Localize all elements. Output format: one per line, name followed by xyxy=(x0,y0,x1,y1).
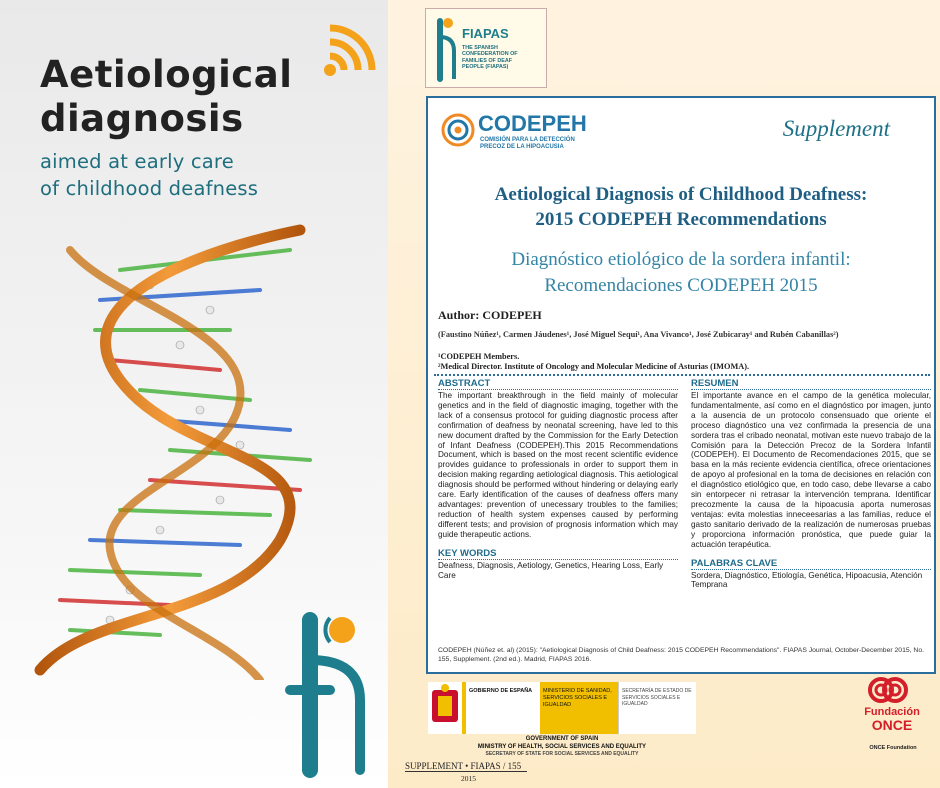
cover-subtitle-line-2: of childhood deafness xyxy=(40,177,259,200)
keywords-text: Deafness, Diagnosis, Aetiology, Genetics, Hearing Loss, Early Care xyxy=(438,560,664,580)
footer-issue-line: SUPPLEMENT • FIAPAS / 155 xyxy=(405,761,527,772)
government-of-spain-logo xyxy=(428,682,696,734)
affiliation-1: ¹CODEPEH Members. xyxy=(438,352,520,361)
title-spanish-line-1: Diagnóstico etiológico de la sordera infantil: xyxy=(511,249,851,270)
cover-panel xyxy=(0,0,388,788)
title-english-line-2: 2015 CODEPEH Recommendations xyxy=(535,209,827,230)
author-list: (Faustino Núñez¹, Carmen Jáudenes¹, José Miguel Sequí¹, Ana Vivanco¹, José Zubicaray¹ and Rubén Cabanillas²) xyxy=(438,330,839,339)
fi-logo-small-icon xyxy=(430,13,458,83)
keywords-heading: KEY WORDS xyxy=(438,548,678,560)
once-foundation-name xyxy=(860,706,924,732)
fiapas-desc-2: CONFEDERATION OF xyxy=(462,51,518,58)
affiliation-2: ²Medical Director. Institute of Oncology and Molecular Medicine of Asturias (IMOMA). xyxy=(438,362,750,371)
codepeh-ear-icon xyxy=(440,112,476,148)
gov-caption-2: MINISTRY OF HEALTH, SOCIAL SERVICES AND EQUALITY xyxy=(477,743,647,750)
abstract-heading: ABSTRACT xyxy=(438,378,678,390)
codepeh-name: CODEPEH xyxy=(478,111,587,136)
abstract-text: The important breakthrough in the field mainly of molecular genetics and in the field of diagnostic imaging, together with the lack of a consensus protocol for guiding diagnostic process after confirmation of deafness by neonatal screening, have led to this new document drafted by the Commission for the Early Detection of Infant Deafness (CODEPEH).This 2015 Recommendations Document, which is based on the most recent scientific evidence provides guidance to professionals in order to support them in decision making regarding aetiological diagnosis. This aetiological diagnosis should be performed without hindering or delaying early care. Early identification of the causes of deafness offers many advantages: prevention of unecessary troubles to the families; reduction of health system expenses caused by performing different tests; and provision of prognosis information which may guide therapeutic actions. xyxy=(438,391,678,539)
once-name-1: Fundación xyxy=(864,706,920,718)
section-divider xyxy=(434,374,930,376)
government-caption xyxy=(428,736,696,759)
footer-year: 2015 xyxy=(461,774,476,783)
article-abstract-box xyxy=(426,96,936,674)
cover-subtitle-line-1: aimed at early care xyxy=(40,150,234,173)
cover-title-line-2: diagnosis xyxy=(40,97,244,140)
codepeh-tagline-1: COMISIÓN PARA LA DETECCIÓN xyxy=(480,137,575,143)
abstract-column-spanish xyxy=(691,378,931,590)
supplement-label: Supplement xyxy=(782,116,890,141)
fiapas-desc-1: THE SPANISH xyxy=(462,45,498,52)
gov-caption-1: GOVERNMENT OF SPAIN xyxy=(525,736,599,742)
spain-coat-of-arms-icon xyxy=(428,682,462,734)
palabras-clave-text: Sordera, Diagnóstico, Etiología, Genética, Hipoacusia, Atención Temprana xyxy=(691,570,923,590)
author-heading: Author: CODEPEH xyxy=(438,308,542,322)
once-caption: ONCE Foundation xyxy=(869,745,917,751)
cover-title-line-1: Aetiological xyxy=(40,53,293,96)
fi-logo xyxy=(270,600,380,780)
gov-caption-3: SECRETARY OF STATE FOR SOCIAL SERVICES AND EQUALITY xyxy=(485,751,639,757)
once-name-2: ONCE xyxy=(871,717,913,733)
fiapas-desc-3: FAMILIES OF DEAF xyxy=(462,57,513,64)
fiapas-logo xyxy=(425,8,547,88)
article-panel xyxy=(388,0,940,788)
gov-block-3: SECRETARÍA DE ESTADO DE SERVICIOS SOCIALES E IGUALDAD xyxy=(618,682,696,734)
gov-block-1: GOBIERNO DE ESPAÑA xyxy=(469,688,533,694)
palabras-clave-heading: PALABRAS CLAVE xyxy=(691,558,931,570)
once-foundation-logo-icon xyxy=(855,674,925,706)
sound-waves-icon xyxy=(320,18,380,80)
title-spanish-line-2: Recomendaciones CODEPEH 2015 xyxy=(544,275,818,296)
fiapas-brand: FIAPAS xyxy=(462,26,509,42)
abstract-column-english xyxy=(438,378,678,580)
resumen-text: El importante avance en el campo de la genética molecular, fundamentalmente, así como en el diagnóstico por imagen, junto a la ausencia de un protocolo consensuado que oriente el proceso diagnóstico una vez confirmada la presencia de una sordera tras el cribado neonatal, motivan este nuevo trabajo de la Comisión para la Detección Precoz de la Sordera Infantil (CODEPEH). El Documento de Recomendaciones 2015, que se basa en la más reciente evidencia científica, ofrece orientaciones de apoyo al profesional en la toma de decisiones en relación con el diagnóstico etiológico que, en todo caso, debe llevarse a cabo sin entorpecer ni retrasar la intervención temprana. Identificar precozmente la causa de la hipoacusia aporta numerosas ventajas: evita molestias inneceesarias a las familias, reduce el gasto sanitario derivado de la realización de numerosas pruebas y proporciona información pronóstica, que puede guiar la actuación terapéutica. xyxy=(691,391,931,549)
codepeh-tagline-2: PRECOZ DE LA HIPOACUSIA xyxy=(480,144,564,150)
gov-block-2: MINISTERIO DE SANIDAD, SERVICIOS SOCIALES E IGUALDAD xyxy=(540,682,618,734)
title-english-line-1: Aetiological Diagnosis of Childhood Deafness: xyxy=(494,184,868,205)
resumen-heading: RESUMEN xyxy=(691,378,931,390)
citation: CODEPEH (Núñez et. al) (2015): "Aetiological Diagnosis of Child Deafness: 2015 CODEPEH Recommendations". FIAPAS Journal, October-December 2015, No. 155, Supplement. (2nd ed.). Madrid, FIAPAS 2016. xyxy=(438,647,924,663)
fiapas-desc-4: PEOPLE (FIAPAS) xyxy=(462,63,509,70)
